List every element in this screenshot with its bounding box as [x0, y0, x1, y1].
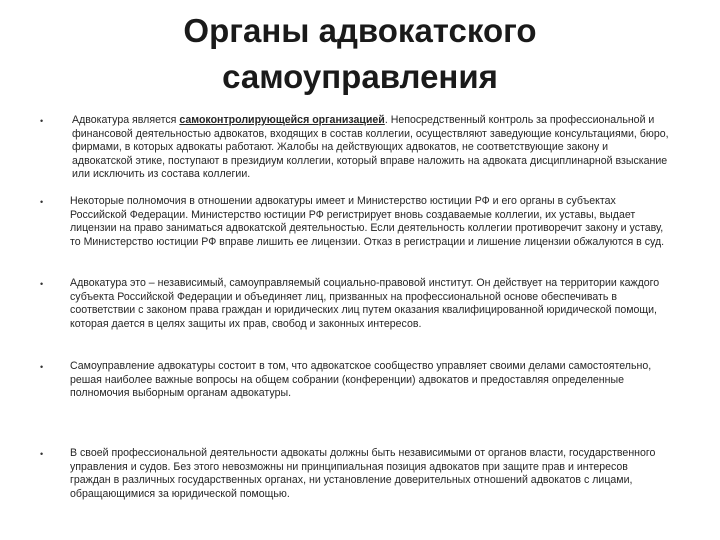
emphasized-term: самоконтролирующейся организацией [179, 114, 385, 126]
list-item-text: Адвокатура это – независимый, самоуправляемый социально-правовой институт. Он действует на территории каждого субъекта Российской Федерации и объединяет лиц, призванных на профессиональной основе обеспечивать в соответствии с законом права граждан и юридических лиц путем оказания квалифицированной юридической помощи, которая дается в целях защиты их прав, свобод и законных интересов. [70, 277, 660, 330]
list-item-text: Некоторые полномочия в отношении адвокатуры имеет и Министерство юстиции РФ и его органы в субъектах Российской Федерации. Министерство юстиции РФ регистрирует вновь создаваемые коллегии, их уставы, выдает лицензии на право заниматься адвокатской деятельностью. Если деятельность коллегии противоречит закону и уставу, то Министерство юстиции РФ вправе лишить ее лицензии. Отказ в регистрации и лишение лицензии обжалуются в суд. [70, 195, 665, 248]
list-item-rest: . Непосредственный контроль за профессиональной и финансовой деятельностью адвокатов, входящих в состав коллегии, осуществляют заведующие консультациями, бюро, фирмами, в которых адвокаты работают. Жалобы на действующих адвокатов, не соответствующие закону и адвокатской этике, поступают в президиум коллегии, который вправе наложить на адвоката дисциплинарной взыскание или исключить из состава коллегии. [72, 114, 669, 181]
list-item-lead: Адвокатура является [72, 114, 180, 126]
bullet-icon: • [40, 197, 44, 207]
list-item-text: В своей профессиональной деятельности адвокаты должны быть независимыми от органов власти, государственного управления и судов. Без этого невозможны ни принципиальная позиция адвокатов при защите прав и интересов граждан в различных государственных органах, ни установление доверительных отношений адвокатов с лицами, обращающимися за юридической помощью. [70, 447, 656, 500]
page-title-line-1: Органы адвокатского [183, 12, 537, 49]
bullet-icon: • [40, 116, 44, 126]
bullet-icon: • [40, 362, 44, 372]
bullet-icon: • [40, 449, 44, 459]
page-title-line-2: самоуправления [222, 58, 498, 95]
list-item-text: Самоуправление адвокатуры состоит в том, что адвокатское сообщество управляет своими делами самостоятельно, решая наиболее важные вопросы на общем собрании (конференции) адвокатов и предоставляя определенные полномочия выборным органам адвокатуры. [70, 360, 652, 400]
list-item-text [72, 114, 670, 182]
bullet-icon: • [40, 279, 44, 289]
